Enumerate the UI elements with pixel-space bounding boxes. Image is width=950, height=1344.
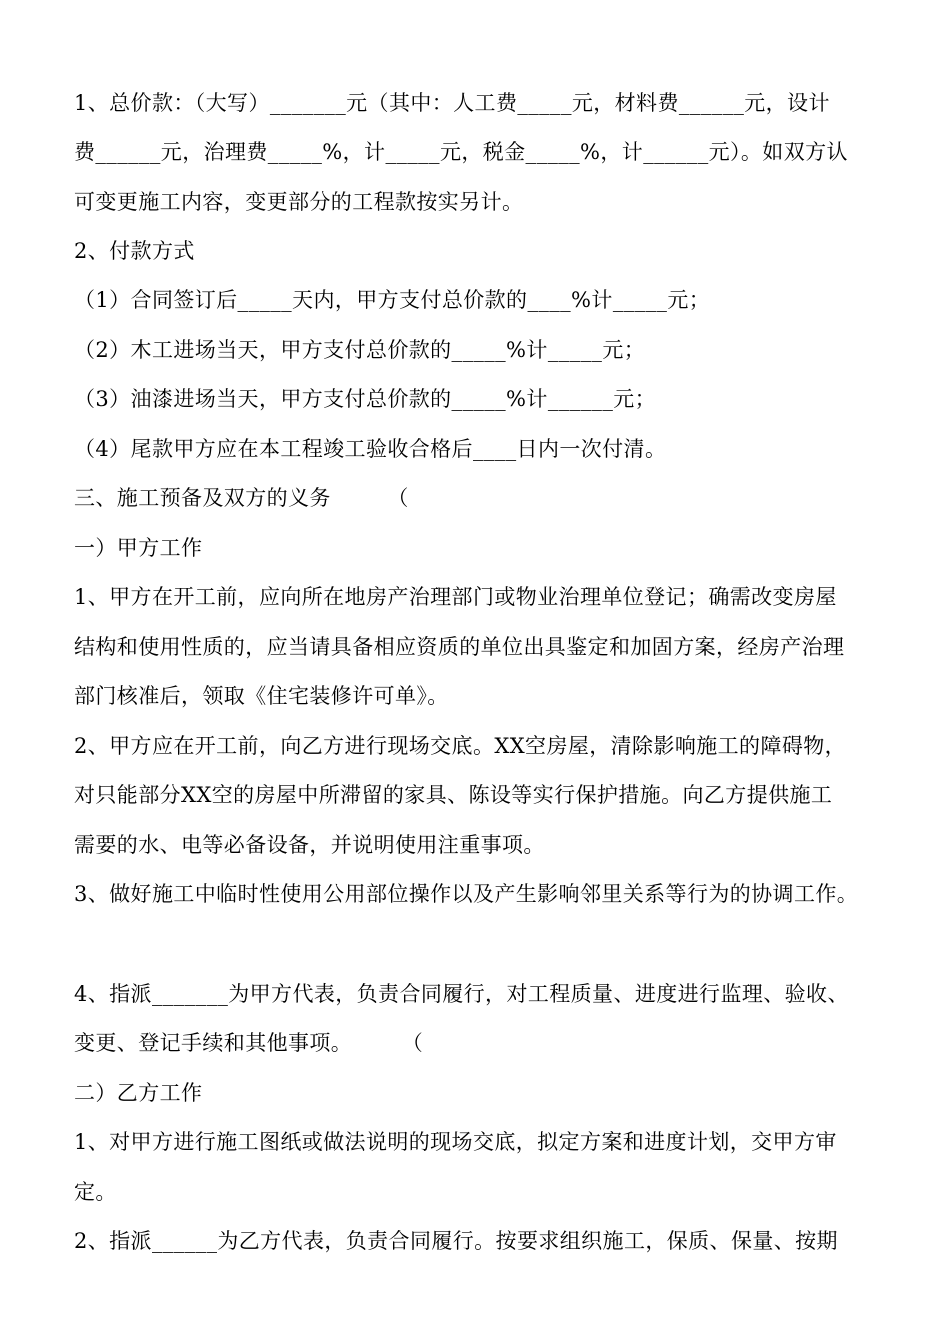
- text-line: 3、做好施工中临时性使用公用部位操作以及产生影响邻里关系等行为的协调工作。: [74, 882, 859, 906]
- text-line: 1、总价款：（大写）_______元（其中：人工费_____元，材料费______元，设计: [74, 91, 830, 115]
- text-line: 4、指派_______为甲方代表，负责合同履行，对工程质量、进度进行监理、验收、: [74, 982, 849, 1006]
- text-line: 费______元，治理费_____%，计_____元，税金_____%，计______元）。如双方认: [74, 140, 848, 164]
- subsection-heading: 一）甲方工作: [74, 536, 203, 560]
- text-line: 2、甲方应在开工前，向乙方进行现场交底。XX空房屋，清除影响施工的障碍物，: [74, 734, 847, 758]
- text-line: 1、对甲方进行施工图纸或做法说明的现场交底，拟定方案和进度计划，交甲方审: [74, 1130, 837, 1154]
- text-line: 结构和使用性质的，应当请具备相应资质的单位出具鉴定和加固方案，经房产治理: [74, 635, 845, 659]
- text-line: 可变更施工内容，变更部分的工程款按实另计。: [74, 190, 524, 214]
- text-line: 2、指派______为乙方代表，负责合同履行。按要求组织施工，保质、保量、按期: [74, 1229, 838, 1253]
- text-line: （1）合同签订后_____天内，甲方支付总价款的____%计_____元；: [74, 288, 711, 312]
- text-line: 变更、登记手续和其他事项。 （: [74, 1031, 424, 1055]
- text-line: 定。: [74, 1180, 117, 1204]
- text-line: 需要的水、电等必备设备，并说明使用注重事项。: [74, 833, 545, 857]
- section-heading: 三、施工预备及双方的义务 （: [74, 486, 409, 510]
- text-line: （2）木工进场当天，甲方支付总价款的_____%计_____元；: [74, 338, 646, 362]
- text-line: 1、甲方在开工前，应向所在地房产治理部门或物业治理单位登记；确需改变房屋: [74, 585, 837, 609]
- text-line: 对只能部分XX空的房屋中所滞留的家具、陈设等实行保护措施。向乙方提供施工: [74, 783, 833, 807]
- text-line: （4）尾款甲方应在本工程竣工验收合格后____日内一次付清。: [74, 437, 667, 461]
- text-line: （3）油漆进场当天，甲方支付总价款的_____%计______元；: [74, 387, 657, 411]
- text-line: 部门核准后，领取《住宅装修许可单》。: [74, 684, 449, 708]
- subsection-heading: 二）乙方工作: [74, 1081, 203, 1105]
- text-line: 2、付款方式: [74, 239, 195, 263]
